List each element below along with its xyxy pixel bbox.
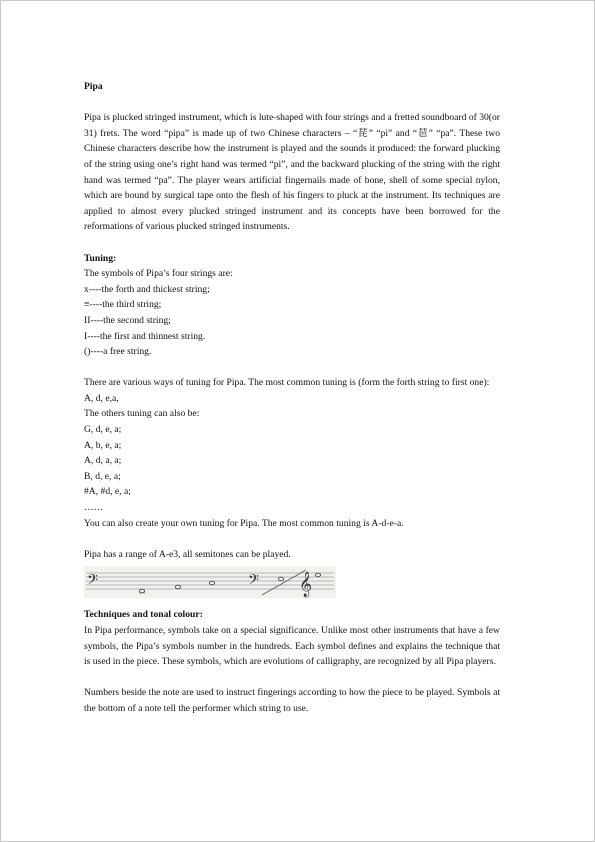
tuning-line: A, b, e, a; [84, 439, 122, 451]
intro-paragraph: Pipa is plucked stringed instrument, which is lute-shaped with four strings and a fretted soundboard of 30(or 31) frets. The word “pipa” is made up of two Chinese characters – “琵” “pi” and “琶” “pa”. These two Chinese characters describe how the instrument is played and the sounds it produced: the forward plucking of the string using one’s right hand was termed “pi”, and the backward plucking of the string with the right hand was termed “pa”. The player wears artificial fingernails made of bone, shell of some special nylon, which are bound by surgical tape onto the flesh of his fingers to pluck at the instrument. Its techniques are applied to almost every plucked stringed instrument and its concepts have been borrowed for the reformations of various plucked stringed instruments. [84, 112, 500, 233]
own-tuning-text: You can also create your own tuning for Pipa. The most common tuning is A-d-e-a. [84, 517, 404, 529]
string-symbol-line: ≡----the third string; [84, 299, 162, 311]
other-tunings-intro: The others tuning can also be: [84, 408, 200, 420]
tuning-line: B, d, e, a; [84, 470, 121, 482]
symbols-intro: The symbols of Pipa’s four strings are: [84, 268, 233, 280]
common-tuning-intro: There are various ways of tuning for Pipa. The most common tuning is (form the forth string to first one): [84, 377, 490, 389]
common-tuning: A, d, e,a, [84, 392, 119, 404]
string-symbol-line: II----the second string; [84, 314, 171, 326]
tuning-line: #A, #d, e, a; [84, 486, 131, 498]
techniques-paragraph-1: In Pipa performance, symbols take on a special significance. Unlike most other instruments that have a few symbols, the Pipa’s symbols number in the hundreds. Each symbol defines and explains the technique that is used in the piece. These symbols, which are evolutions of calligraphy, are recognized by all Pipa players. [84, 625, 500, 668]
tuning-line: A, d, a, a; [84, 455, 122, 467]
techniques-paragraph-2: Numbers beside the note are used to instruct fingerings according to how the piece to be played. Symbols at the bottom of a note tell the performer which string to use. [84, 687, 500, 714]
tuning-heading: Tuning: [84, 252, 117, 264]
range-text: Pipa has a range of A-e3, all semitones can be played. [84, 548, 291, 560]
techniques-heading: Techniques and tonal colour: [84, 609, 203, 621]
string-symbol-line: I----the first and thinnest string. [84, 330, 206, 342]
document-body [84, 79, 500, 717]
tuning-line: G, d, e, a; [84, 424, 122, 436]
range-staff-figure [84, 566, 500, 598]
string-symbol-line: x----the forth and thickest string; [84, 283, 210, 295]
bass-clef-icon: 𝄢 [87, 572, 98, 593]
page-title: Pipa [84, 81, 103, 92]
tuning-line: …… [84, 502, 104, 514]
bass-clef-icon: 𝄢 [248, 572, 259, 593]
treble-clef-icon: 𝄞 [299, 572, 313, 598]
string-symbol-line: ()----a free string. [84, 346, 152, 358]
music-staff-image [84, 566, 336, 598]
